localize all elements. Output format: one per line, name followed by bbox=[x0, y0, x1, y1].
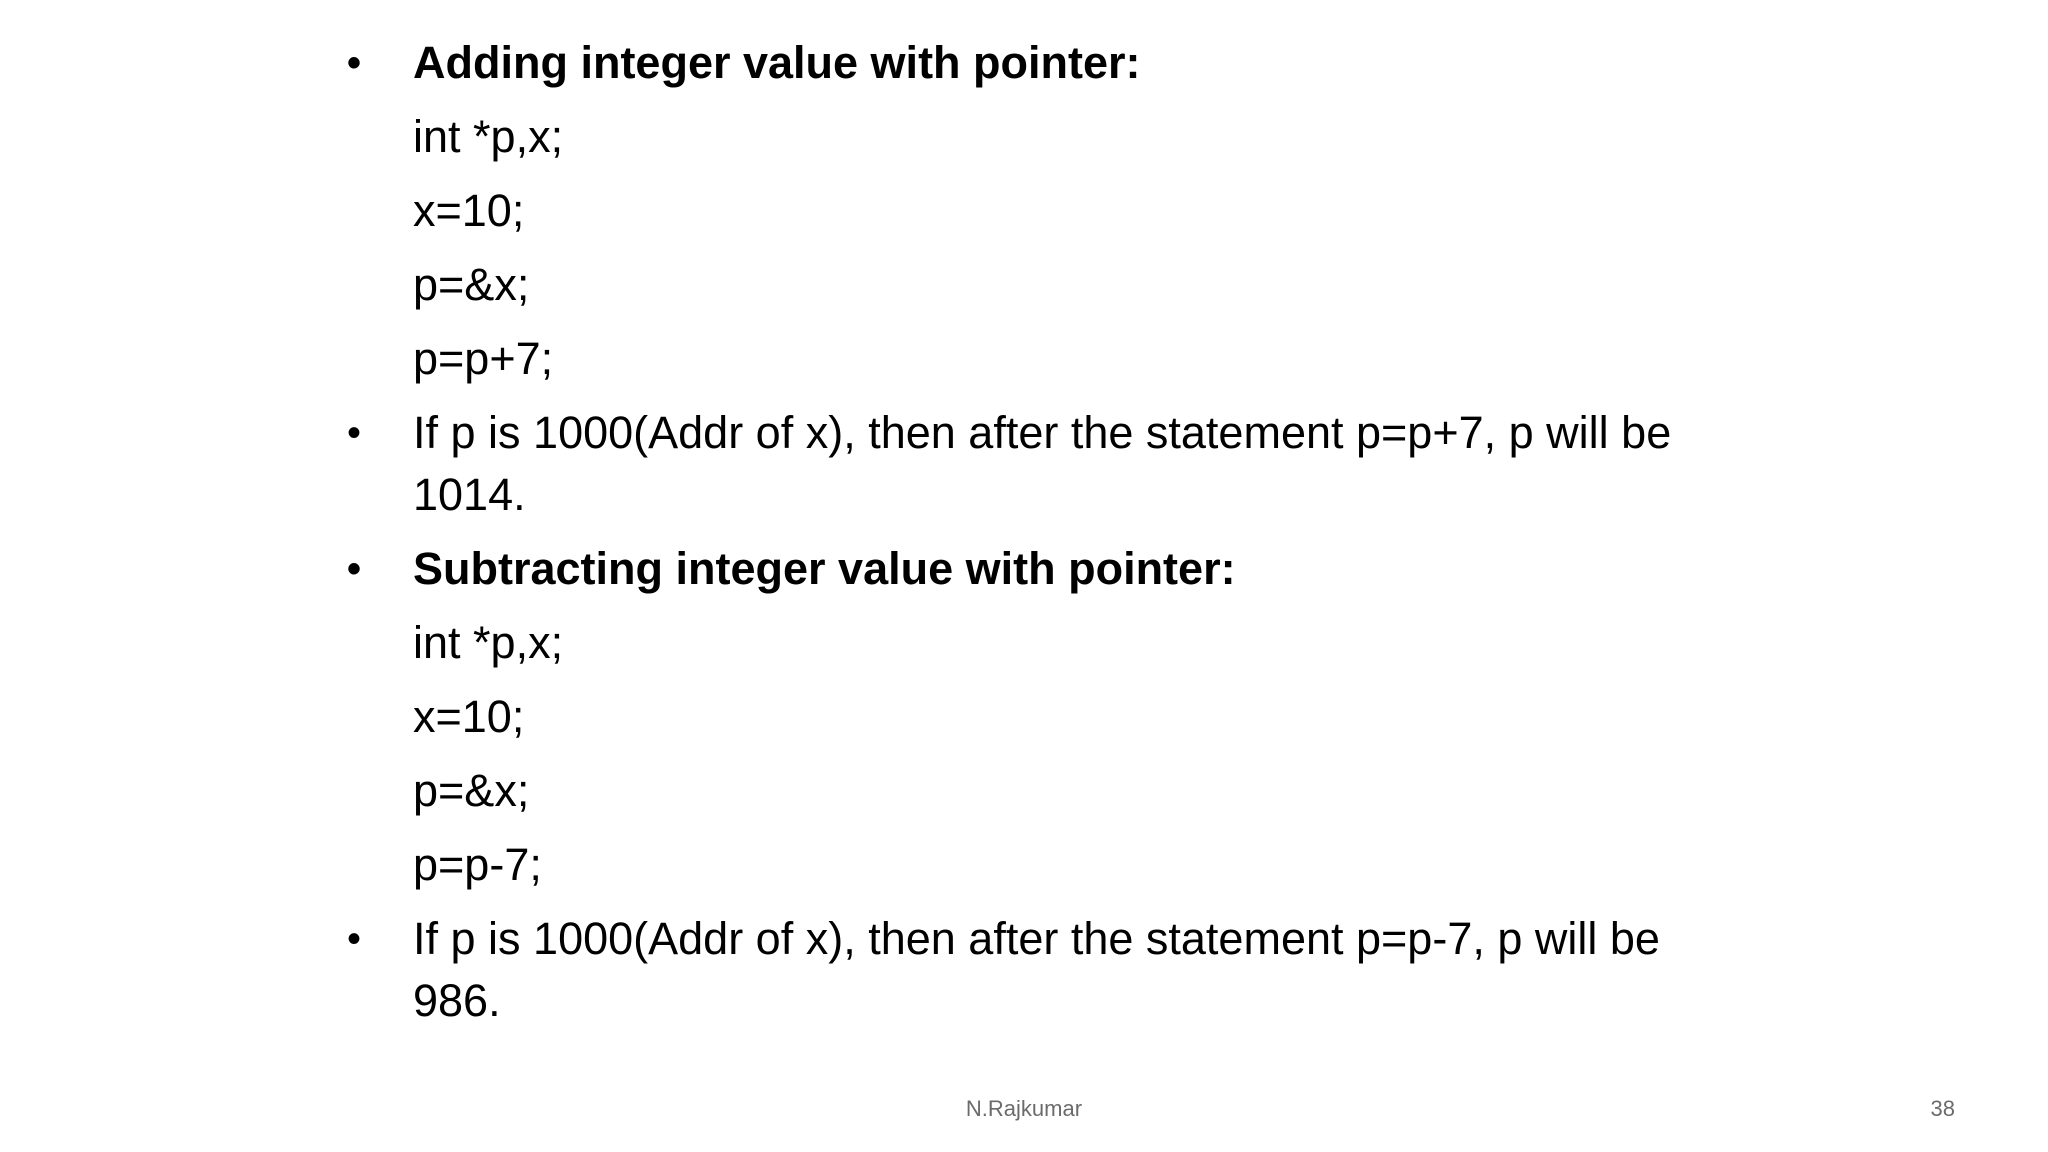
heading-adding: Adding integer value with pointer: bbox=[413, 37, 1141, 88]
code-line bbox=[347, 328, 1727, 390]
code-text: int *p,x; bbox=[413, 617, 564, 668]
note-adding: If p is 1000(Addr of x), then after the statement p=p+7, p will be 1014. bbox=[413, 407, 1672, 520]
code-text: p=p+7; bbox=[413, 333, 554, 384]
code-line bbox=[347, 612, 1727, 674]
bullet-icon: • bbox=[347, 411, 362, 455]
heading-subtracting: Subtracting integer value with pointer: bbox=[413, 543, 1236, 594]
bullet-heading-adding bbox=[347, 32, 1727, 94]
bullet-icon: • bbox=[347, 917, 362, 961]
code-text: x=10; bbox=[413, 185, 525, 236]
code-line bbox=[347, 686, 1727, 748]
code-text: p=&x; bbox=[413, 259, 530, 310]
bullet-heading-subtracting bbox=[347, 538, 1727, 600]
bullet-icon: • bbox=[347, 547, 362, 591]
footer-author: N.Rajkumar bbox=[965, 1096, 1083, 1121]
code-text: x=10; bbox=[413, 691, 525, 742]
code-line bbox=[347, 254, 1727, 316]
slide-body bbox=[347, 32, 1727, 1044]
code-line bbox=[347, 834, 1727, 896]
code-text: p=p-7; bbox=[413, 839, 542, 890]
code-line bbox=[347, 180, 1727, 242]
bullet-note-adding bbox=[347, 402, 1727, 526]
note-subtracting: If p is 1000(Addr of x), then after the statement p=p-7, p will be 986. bbox=[413, 913, 1660, 1026]
bullet-note-subtracting bbox=[347, 908, 1727, 1032]
code-text: p=&x; bbox=[413, 765, 530, 816]
bullet-icon: • bbox=[347, 41, 362, 85]
code-line bbox=[347, 760, 1727, 822]
slide-number: 38 bbox=[1930, 1096, 1955, 1121]
code-line bbox=[347, 106, 1727, 168]
code-text: int *p,x; bbox=[413, 111, 564, 162]
